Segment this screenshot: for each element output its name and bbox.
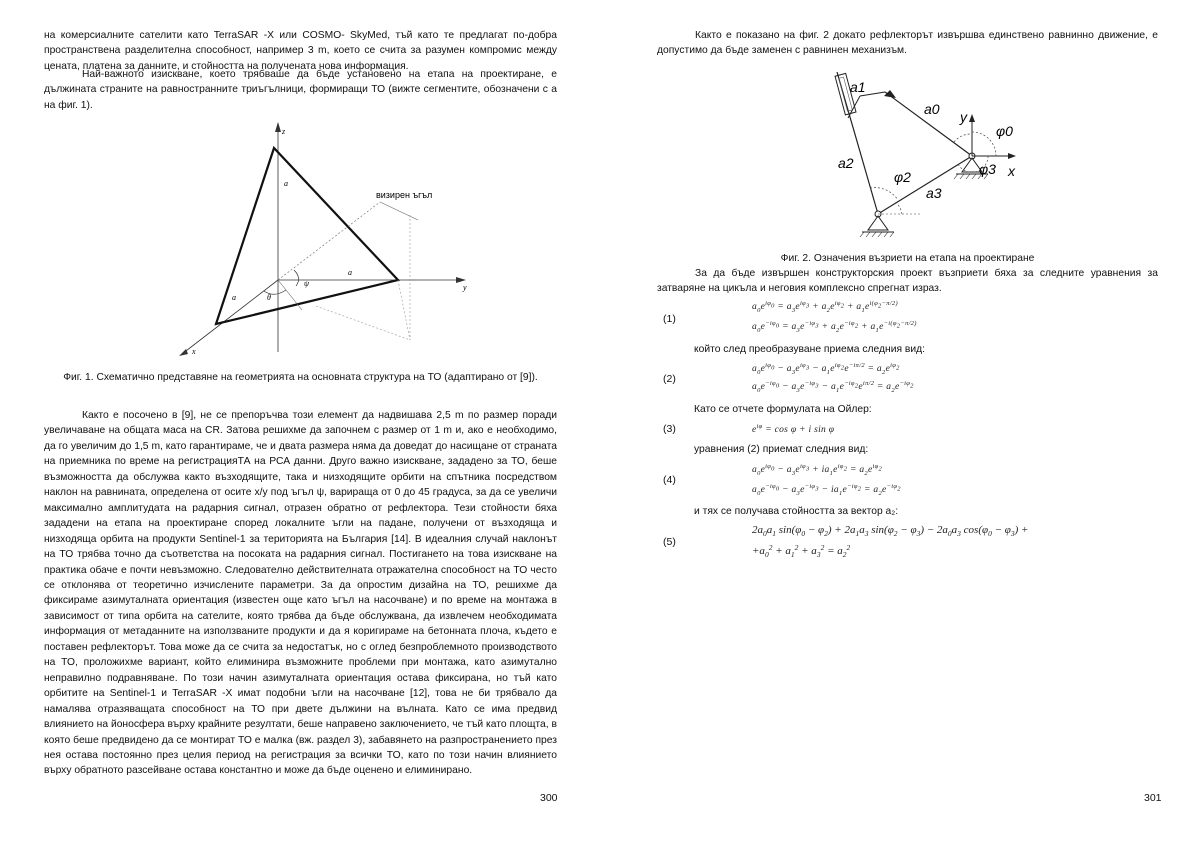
left-paragraph-3: Както е посочено в [9], не се препоръчва този елемент да надвишава 2,5 m по размер поради увеличаване на общата маса на CR. Затова решихме да започнем с размер от 1 m и, ако е необходимо, да го увеличим до 1,5 m, като гарантираме, че и двата размера няма да доведат до насищане от страната на приемника по време на регистрацияТА на РСА данни. Друго важно изискване, зададено за ТО, беше възможността да обслужва както възходящите, така и низходящите орбити на спътника посредством наклон на равнината, определена от осите x/y под ъгъл ψ, варираща от 0 до 45 градуса, за да се увеличи максимално амплитудата на радарния сигнал, отразен обратно от рефлектора. Тези стойности бяха зададени на етапа на проектиране според локалните ъгли на падане, получени от възходяща и низходяща орбита на продукти Sentinel-1 за територията на България [14]. В идеалния случай наклонът на ТО трябва точно да съответства на посоката на радарния сигнал. Постигането на това изискване на практика обаче е почти невъзможно. Следователно действителната отражателна способност на ТО често се отклонява от теоретично изчислените параметри. За да опростим дизайна на ТО, решихме да фиксираме азимуталната ориентация (известен още като ъгъл на насочване) и по време на монтажа в зависимост от типа орбита на сателите, която трябва да бъде обслужвана, да извлечем необходимата информация от метаданните на използваните продукти и да я коригираме на бетонната плоча, където е поставен рефлекторът. Това може да се счита за недостатък, но с оглед безпроблемното производството на ТО, проложихме вариант, който елиминира възможните проблеми при монтажа, като азимутално неправилно подравняване. По този начин азимуталната ориентация остава фиксирана, но тъй като орбитите на Sentinel-1 и TerraSAR -X имат подобни ъгли на насочване [12], това не би трябвало да намалява отразяващата способност на ТО при двете дължини на вълната. Като се има предвид влиянието на йоносфера върху крайните резултати, беше направено заключението, че тъй като площта, в която беше предвидено да се монтират ТО е малка (вж. раздел 3), забавянето на разпространението през нея остава постоянно през целия период на регистрация за всички ТО, като по този начин влиянието върху обратното разсейване остава константно и може да бъде оценено и елиминирано. bbox=[44, 410, 557, 777]
side-label-left: a bbox=[232, 293, 236, 302]
label-axis-x: x bbox=[1008, 163, 1015, 179]
figure-2-caption: Фиг. 2. Означения възриети на етапа на проектиране bbox=[780, 253, 1035, 264]
figure-1-caption: Фиг. 1. Схематично представяне на геометрията на основната структура на ТО (адаптирано от [9]). bbox=[63, 372, 538, 383]
equation-2-number: (2) bbox=[663, 373, 676, 385]
figure-2-mechanism bbox=[830, 62, 1040, 242]
label-phi3: φ3 bbox=[979, 161, 996, 177]
left-paragraph-1: на комерсиалните сателити като TerraSAR -X или COSMO- SkyMed, тъй като те предлагат по-добра пространствена разделителна способност, например 3 m, което се счита за разумен компромис между цената, платена за данните, и стойността на получената нова информация. bbox=[44, 30, 557, 72]
side-label-vertical: a bbox=[284, 179, 288, 188]
equation-3-number: (3) bbox=[663, 423, 676, 435]
equation-4-line-1: $a_0e^{i\varphi_0} - a_3e^{i\varphi_3} + ia_1e^{i\varphi_2} = a_2e^{i\varphi_2}$ bbox=[752, 463, 883, 477]
equation-1-line-2: $a_0e^{-i\varphi_0} = a_3e^{-i\varphi_3} + a_2e^{-i\varphi_2} + a_1e^{-i(\varphi_2-\pi/2)}$ bbox=[752, 320, 917, 334]
x-axis bbox=[182, 280, 278, 354]
right-paragraph-2: За да бъде извършен конструкторския проект възприети бяха за следните уравнения за затваряне на цикъла и неговия комплексно спрегнат израз. bbox=[657, 268, 1158, 295]
right-paragraph-1: Както е показано на фиг. 2 докато рефлекторът извършва единствено равнинно движение, е допустимо да бъде заменен с равнинен механизъм. bbox=[657, 30, 1158, 57]
text-after-equation-1: който след преобразуване приема следния вид: bbox=[694, 344, 925, 355]
equation-1-number: (1) bbox=[663, 313, 676, 325]
sight-angle-label: визирен ъгъл bbox=[376, 190, 433, 200]
equation-5-line-1: $2a_0a_1$ $\sin(\varphi_0 - \varphi_2) + 2a_1a_3$ $\sin(\varphi_2 - \varphi_3) - 2a_0a_3$ $\cos(\varphi_0 - \varphi_3)$ + bbox=[752, 524, 1029, 539]
angle-psi-label: ψ bbox=[304, 279, 309, 288]
label-a0: a0 bbox=[924, 101, 940, 117]
label-axis-y: y bbox=[960, 109, 967, 125]
y-axis-label: y bbox=[463, 283, 467, 292]
text-after-equation-3: уравнения (2) приемат следния вид: bbox=[694, 444, 869, 455]
equation-4-line-2: $a_0e^{-i\varphi_0} - a_3e^{-i\varphi_3} - ia_1e^{-i\varphi_2} = a_2e^{-i\varphi_2}$ bbox=[752, 483, 901, 497]
page-number-right: 301 bbox=[1144, 792, 1162, 804]
equation-2-line-2: $a_0e^{-i\varphi_0} - a_3e^{-i\varphi_3} - a_1e^{-i\varphi_2}e^{i\pi/2} = a_2e^{-i\varphi_2}$ bbox=[752, 380, 914, 394]
label-a2: a2 bbox=[838, 155, 854, 171]
label-phi2: φ2 bbox=[894, 169, 911, 185]
equation-5-line-2: $+a_0^2 + a_1^2 + a_3^2 = a_2^2$ bbox=[752, 543, 851, 560]
figure-1-diagram bbox=[170, 120, 490, 360]
left-paragraph-2: Най-важното изискване, което трябваше да бъде установено на етапа на проектиране, е дължината страните на равностранните триъгълници, формиращи ТО (вижте сегментите, обозначени с а на фиг. 1). bbox=[44, 69, 557, 111]
side-label-base: a bbox=[348, 268, 352, 277]
link-a3 bbox=[878, 156, 972, 214]
label-a1: a1 bbox=[850, 79, 866, 95]
reflector-triangle bbox=[216, 148, 398, 324]
text-after-equation-2: Като се отчете формулата на Ойлер: bbox=[694, 404, 872, 415]
text-after-equation-4: и тях се получава стойността за вектор a₂: bbox=[694, 506, 899, 517]
page-number-left: 300 bbox=[540, 792, 558, 804]
angle-theta-label: θ bbox=[267, 293, 271, 302]
x-axis-label: x bbox=[192, 347, 196, 356]
label-a3: a3 bbox=[926, 185, 942, 201]
right-page bbox=[600, 0, 1200, 849]
equation-3-body: $e^{i\varphi} = \cos \varphi + i$ sin φ bbox=[752, 423, 835, 435]
equation-2-line-1: $a_0e^{i\varphi_0} - a_3e^{i\varphi_3} - a_1e^{i\varphi_2}e^{-i\pi/2} = a_2e^{i\varphi_2}$ bbox=[752, 362, 900, 376]
z-axis-label: z bbox=[282, 127, 286, 136]
equation-1-line-1: $a_0e^{i\varphi_0} = a_3e^{i\varphi_3} + a_2e^{i\varphi_2} + a_1e^{i(\varphi_2-\pi/2)}$ bbox=[752, 300, 898, 314]
equation-4-number: (4) bbox=[663, 474, 676, 486]
equation-5-number: (5) bbox=[663, 536, 676, 548]
label-phi0: φ0 bbox=[996, 123, 1013, 139]
